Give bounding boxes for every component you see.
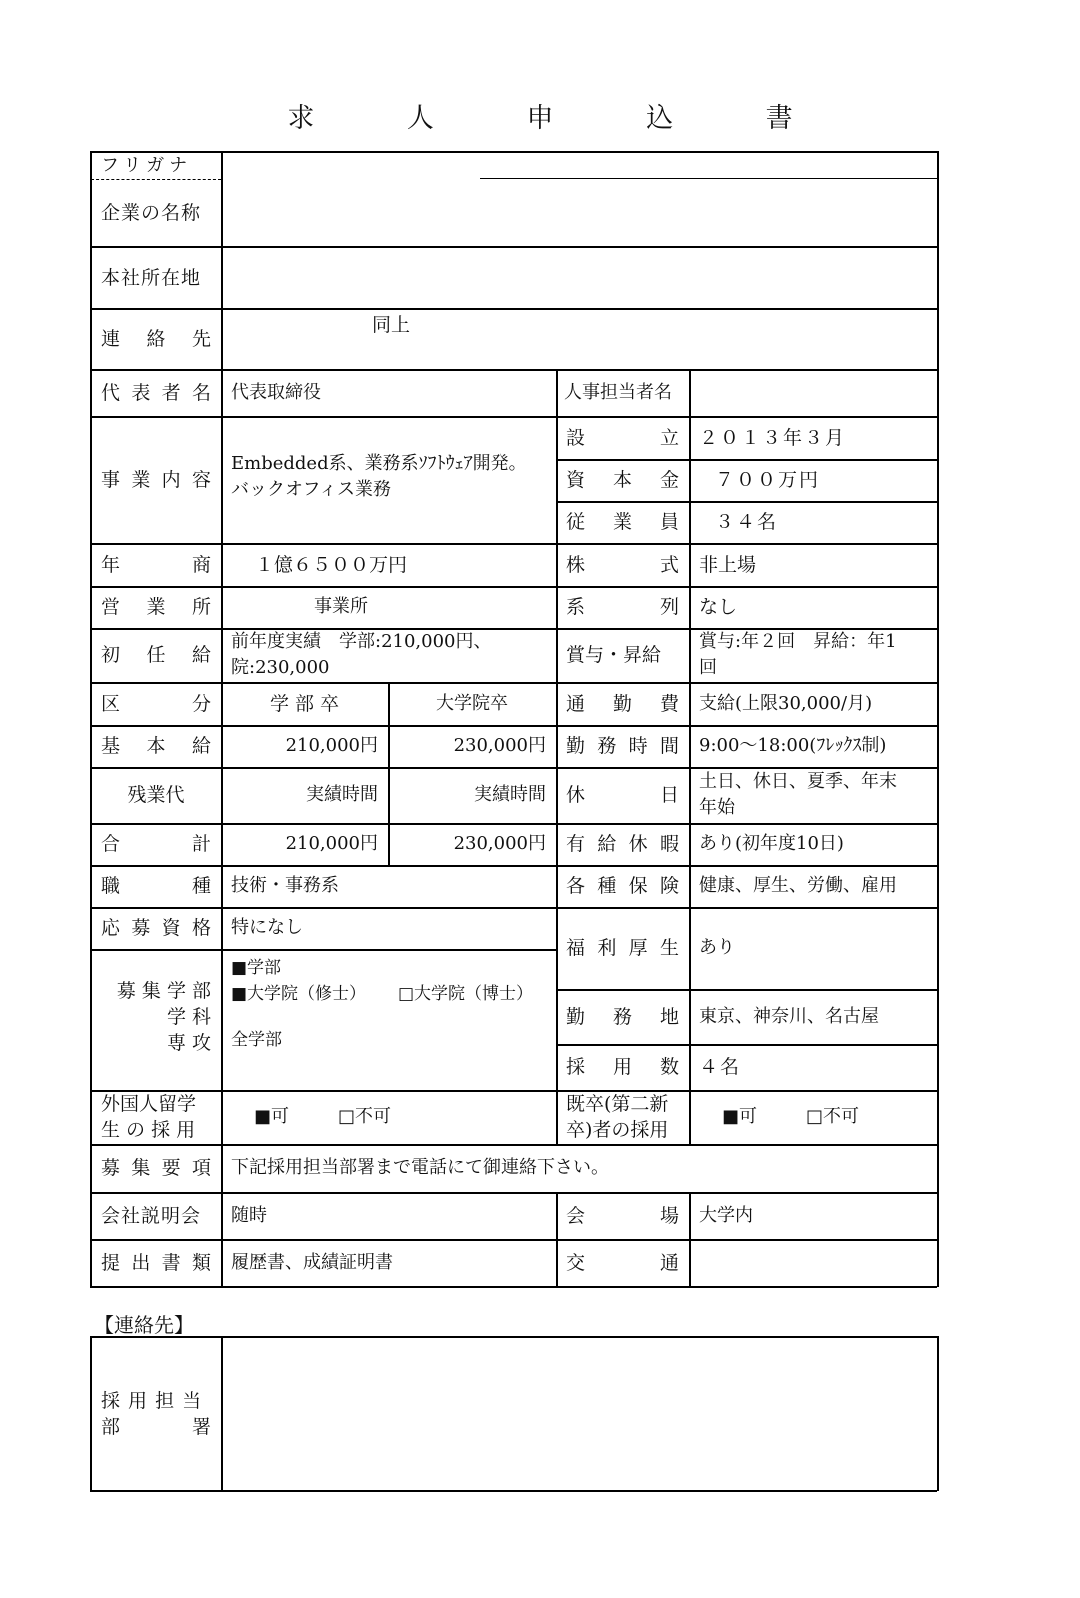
work-location-label: 勤 務 地 (566, 1005, 679, 1028)
commute-value: 支給(上限30,000/月) (699, 692, 873, 714)
base-salary-undergrad: 210,000円 (285, 735, 378, 756)
grid-line (937, 151, 939, 1287)
business-label: 事 業 内 容 (101, 468, 211, 491)
employees-label: 従 業 員 (566, 511, 679, 533)
bonus-raise-line-1: 賞与:年２回 昇給：年1 (699, 631, 897, 652)
starting-salary-value (221, 628, 556, 682)
foreign-label-line-1: 外国人留学 (101, 1093, 197, 1115)
foreign-yes: ■可 (254, 1106, 290, 1127)
bonus-raise-label: 賞与・昇給 (566, 644, 662, 666)
employees-value: ３４名 (715, 511, 779, 533)
graduate-label-line-2: 卒)者の採用 (566, 1119, 669, 1141)
recruit-dept-line-3: 専 攻 (166, 1031, 211, 1054)
qualification-value: 特になし (231, 917, 303, 938)
total-grad: 230,000円 (453, 833, 546, 854)
recruit-office-char-2: 署 (191, 1415, 211, 1438)
holidays-line-1: 土日、休日、夏季、年末 (699, 771, 897, 792)
foreign-label (91, 1090, 221, 1144)
recruit-office-line-1: 採 用 担 当 (101, 1389, 203, 1412)
foreign-no: □不可 (338, 1106, 392, 1127)
recruit-major: 全学部 (231, 1030, 282, 1050)
total-label: 合 計 (101, 833, 211, 855)
business-value (221, 416, 556, 543)
overtime-grad: 実績時間 (474, 784, 546, 805)
recruit-dept-label (91, 949, 221, 1090)
recruit-faculty: ■学部 (231, 958, 282, 978)
established-value: ２０１３年３月 (699, 426, 847, 449)
holidays-label: 休 日 (566, 784, 679, 806)
grid-line (221, 1336, 223, 1491)
recruit-office-char-1: 部 (101, 1415, 121, 1438)
work-hours-label: 勤 務 時 間 (566, 735, 679, 757)
division-grad: 大学院卒 (436, 692, 508, 714)
starting-salary-label: 初 任 給 (101, 644, 211, 666)
graduate-yes: ■可 (722, 1106, 758, 1127)
documents-value: 履歴書、成績証明書 (231, 1251, 393, 1273)
business-line-2: バックオフィス業務 (231, 478, 392, 500)
contact-section-heading: 【連絡先】 (94, 1313, 194, 1337)
briefing-label: 会社説明会 (101, 1204, 202, 1227)
recruit-master: ■大学院（修士） (231, 984, 367, 1004)
bonus-raise-value (689, 628, 937, 682)
work-hours-value: 9:00～18:00(ﾌﾚｯｸｽ制) (699, 735, 887, 756)
representative-label: 代 表 者 名 (101, 382, 211, 404)
hq-address-label: 本社所在地 (101, 266, 202, 289)
business-line-1: Embedded系、業務系ｿﾌﾄｳｪｱ開発。 (231, 452, 527, 474)
furigana-label: フリガナ (91, 152, 221, 180)
offices-value: 事業所 (314, 596, 368, 617)
annual-sales-label: 年 商 (101, 553, 211, 576)
venue-value: 大学内 (699, 1204, 753, 1226)
starting-salary-line-2: 院:230,000 (231, 657, 330, 678)
holidays-value (689, 767, 937, 823)
contact-label: 連 絡 先 (101, 328, 211, 350)
requirements-value: 下記採用担当部署まで電話にて御連絡下さい。 (231, 1157, 609, 1178)
briefing-value: 随時 (231, 1204, 267, 1226)
commute-label: 通 勤 費 (566, 692, 679, 715)
division-label: 区 分 (101, 692, 211, 715)
overtime-undergrad: 実績時間 (306, 784, 378, 805)
welfare-label: 福 利 厚 生 (566, 937, 679, 959)
capital-value: ７００万円 (715, 469, 821, 491)
foreign-label-line-2: 生 の 採 用 (101, 1119, 196, 1141)
contact-value: 同上 (372, 314, 411, 336)
recruit-dept-line-1: 募 集 学 部 (116, 979, 211, 1002)
base-salary-label: 基 本 給 (101, 735, 211, 757)
transport-label: 交 通 (566, 1251, 679, 1274)
offices-label: 営 業 所 (101, 596, 211, 618)
group-value: なし (699, 596, 738, 618)
base-salary-grad: 230,000円 (453, 735, 546, 756)
starting-salary-line-1: 前年度実績 学部:210,000円、 (231, 631, 492, 652)
group-label: 系 列 (566, 596, 679, 618)
hr-person-label: 人事担当者名 (564, 382, 672, 403)
grid-line (480, 178, 937, 179)
grid-line (90, 1286, 937, 1288)
grid-line (90, 1490, 937, 1492)
holidays-line-2: 年始 (699, 797, 735, 818)
recruit-office-label (91, 1337, 221, 1490)
requirements-label: 募 集 要 項 (101, 1157, 211, 1179)
representative-value: 代表取締役 (231, 382, 321, 403)
graduate-no: □不可 (806, 1106, 860, 1127)
transport-value (689, 1239, 937, 1286)
company-name-label: 企業の名称 (101, 202, 202, 224)
division-undergrad: 学 部 卒 (269, 692, 340, 715)
bonus-raise-line-2: 回 (699, 657, 717, 678)
annual-sales-value: １億６５００万円 (255, 553, 408, 576)
recruit-dept-line-2: 学 科 (166, 1005, 211, 1028)
page-title: 求 人 申 込 書 (287, 103, 835, 134)
overtime-label: 残業代 (127, 784, 185, 806)
documents-label: 提 出 書 類 (101, 1251, 211, 1274)
hire-count-label: 採 用 数 (566, 1056, 679, 1078)
paid-leave-label: 有 給 休 暇 (566, 833, 679, 855)
total-undergrad: 210,000円 (285, 833, 378, 854)
grid-line (937, 1336, 939, 1491)
insurance-label: 各 種 保 険 (566, 875, 679, 897)
insurance-value: 健康、厚生、労働、雇用 (699, 875, 897, 896)
graduate-label (556, 1090, 689, 1144)
graduate-label-line-1: 既卒(第二新 (566, 1093, 669, 1115)
welfare-value: あり (699, 937, 735, 958)
stock-value: 非上場 (699, 553, 757, 576)
hire-count-value: ４名 (699, 1056, 742, 1078)
work-location-value: 東京、神奈川、名古屋 (699, 1005, 879, 1027)
job-type-label: 職 種 (101, 875, 211, 897)
job-type-value: 技術・事務系 (231, 875, 339, 896)
capital-label: 資 本 金 (566, 469, 679, 491)
recruit-doctor: □大学院（博士） (398, 984, 534, 1004)
established-label: 設 立 (566, 426, 679, 449)
qualification-label: 応 募 資 格 (101, 917, 211, 939)
paid-leave-value: あり(初年度10日) (699, 833, 844, 854)
stock-label: 株 式 (566, 553, 679, 576)
venue-label: 会 場 (566, 1204, 679, 1227)
recruit-office-line-2 (101, 1414, 211, 1440)
